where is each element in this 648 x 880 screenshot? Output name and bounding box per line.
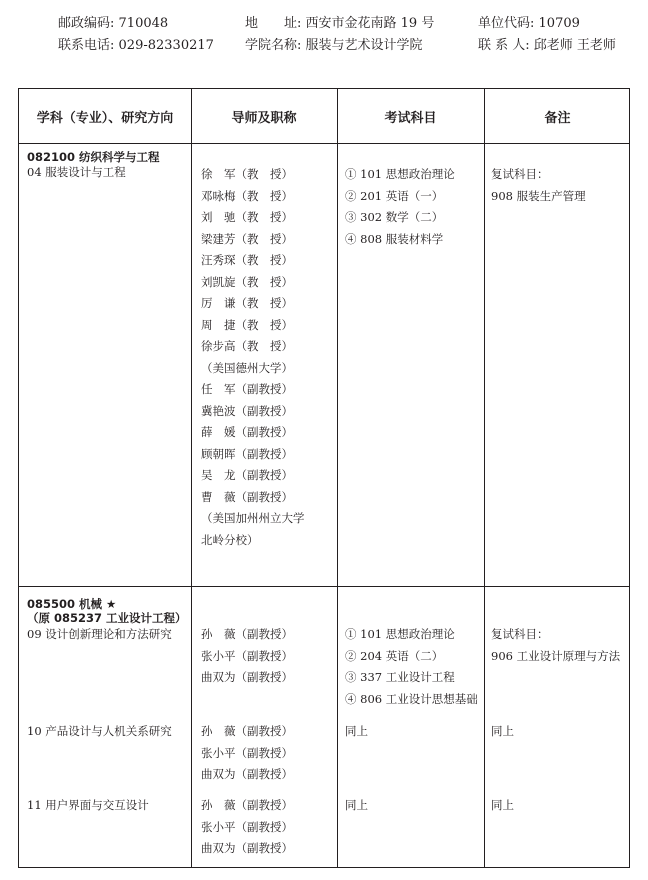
phone-label: 联系电话:	[58, 38, 115, 53]
contact	[478, 38, 616, 54]
row-exams	[345, 795, 368, 817]
advisor: 刘凯旋（教 授）	[201, 274, 293, 289]
exam-subject: ④ 806 工业设计思想基础	[345, 691, 478, 706]
note: 908 服装生产管理	[491, 188, 586, 203]
exam-subject: ③ 337 工业设计工程	[345, 670, 455, 684]
row-advisors	[201, 795, 293, 860]
advisor: 刘 驰（教 授）	[201, 210, 293, 224]
direction-label: 11 用户界面与交互设计	[27, 798, 149, 812]
exam-subject: ① 101 思想政治理论	[345, 627, 455, 641]
unit-code-value: 10709	[538, 16, 580, 31]
address-label: 地 址:	[245, 16, 302, 31]
research-direction	[27, 721, 172, 743]
college-value: 服装与艺术设计学院	[305, 38, 423, 53]
row-notes	[491, 795, 514, 817]
research-direction: 04 服装设计与工程	[27, 165, 126, 179]
column-divider	[484, 89, 485, 867]
column-divider	[191, 89, 192, 867]
postal-code	[58, 16, 168, 32]
column-header-advisors: 导师及职称	[231, 110, 297, 126]
advisor: 北岭分校）	[201, 532, 259, 547]
advisor: 张小平（副教授）	[201, 648, 293, 663]
advisor: 邓咏梅（教 授）	[201, 188, 293, 203]
research-direction	[27, 624, 172, 646]
row-exams	[345, 721, 368, 743]
section1-advisors	[201, 164, 305, 551]
row-notes	[491, 624, 620, 667]
note: 复试科目：	[491, 627, 549, 641]
exam-subject: ④ 808 服装材料学	[345, 231, 444, 246]
unit-code	[478, 16, 580, 32]
exam-subject: ③ 302 数学（二）	[345, 210, 444, 224]
row-advisors	[201, 624, 293, 689]
advisor: 曲双为（副教授）	[201, 841, 293, 855]
contact-label: 联 系 人:	[478, 38, 530, 53]
column-header-discipline: 学科（专业）、研究方向	[36, 110, 174, 126]
advisor: 冀艳波（副教授）	[201, 403, 293, 418]
advisor: 张小平（副教授）	[201, 745, 293, 760]
advisor: 任 军（副教授）	[201, 382, 293, 396]
exam-subject: ② 204 英语（二）	[345, 648, 444, 663]
advisor: 孙 薇（副教授）	[201, 627, 293, 641]
note: 复试科目：	[491, 167, 549, 181]
college-name	[245, 38, 423, 54]
section1-notes	[491, 164, 586, 207]
phone-value: 029-82330217	[118, 38, 214, 53]
address	[245, 16, 434, 32]
note: 同上	[491, 798, 514, 812]
section1-cell	[27, 150, 160, 180]
discipline-subtitle: （原 085237 工业设计工程）	[27, 611, 187, 625]
advisor: 厉 谦（教 授）	[201, 296, 293, 310]
section-divider	[19, 586, 629, 587]
advisor: （美国加州州立大学	[201, 511, 305, 525]
advisor: 梁建芳（教 授）	[201, 231, 293, 246]
exam-subject: ② 201 英语（一）	[345, 188, 444, 203]
college-label: 学院名称:	[245, 38, 302, 53]
section2-title	[27, 597, 187, 625]
advisor: 曹 薇（副教授）	[201, 489, 293, 504]
admissions-table	[18, 88, 630, 868]
discipline-title: 085500 机械 ★	[27, 597, 117, 611]
direction-label: 09 设计创新理论和方法研究	[27, 627, 172, 641]
note: 同上	[491, 724, 514, 738]
contact-value: 邱老师 王老师	[533, 38, 616, 53]
advisor: 徐 军（教 授）	[201, 167, 293, 181]
research-direction	[27, 795, 149, 817]
address-value: 西安市金花南路 19 号	[305, 16, 435, 31]
postal-label: 邮政编码:	[58, 16, 115, 31]
column-header-notes: 备注	[544, 110, 571, 126]
direction-label: 10 产品设计与人机关系研究	[27, 724, 172, 738]
section1-exams	[345, 164, 455, 250]
postal-value: 710048	[118, 16, 169, 31]
advisor: 周 捷（教 授）	[201, 317, 293, 332]
advisor: 孙 薇（副教授）	[201, 798, 293, 812]
exam-subject: 同上	[345, 724, 368, 738]
phone	[58, 38, 214, 54]
note: 906 工业设计原理与方法	[491, 648, 621, 663]
column-divider	[337, 89, 338, 867]
advisor: 孙 薇（副教授）	[201, 724, 293, 738]
advisor: 曲双为（副教授）	[201, 767, 293, 781]
advisor: 吴 龙（副教授）	[201, 468, 293, 482]
advisor: （美国德州大学）	[201, 360, 293, 375]
row-exams	[345, 624, 478, 710]
row-notes	[491, 721, 514, 743]
advisor: 曲双为（副教授）	[201, 670, 293, 684]
advisor: 徐步高（教 授）	[201, 339, 293, 353]
discipline-title: 082100 纺织科学与工程	[27, 150, 160, 164]
advisor: 张小平（副教授）	[201, 819, 293, 834]
row-advisors	[201, 721, 293, 786]
column-header-exams: 考试科目	[384, 110, 437, 126]
header-divider	[19, 143, 629, 144]
advisor: 顾朝晖（副教授）	[201, 446, 293, 461]
advisor: 汪秀琛（教 授）	[201, 253, 293, 267]
exam-subject: ① 101 思想政治理论	[345, 167, 455, 181]
advisor: 薛 媛（副教授）	[201, 425, 293, 439]
unit-code-label: 单位代码:	[478, 16, 535, 31]
exam-subject: 同上	[345, 798, 368, 812]
